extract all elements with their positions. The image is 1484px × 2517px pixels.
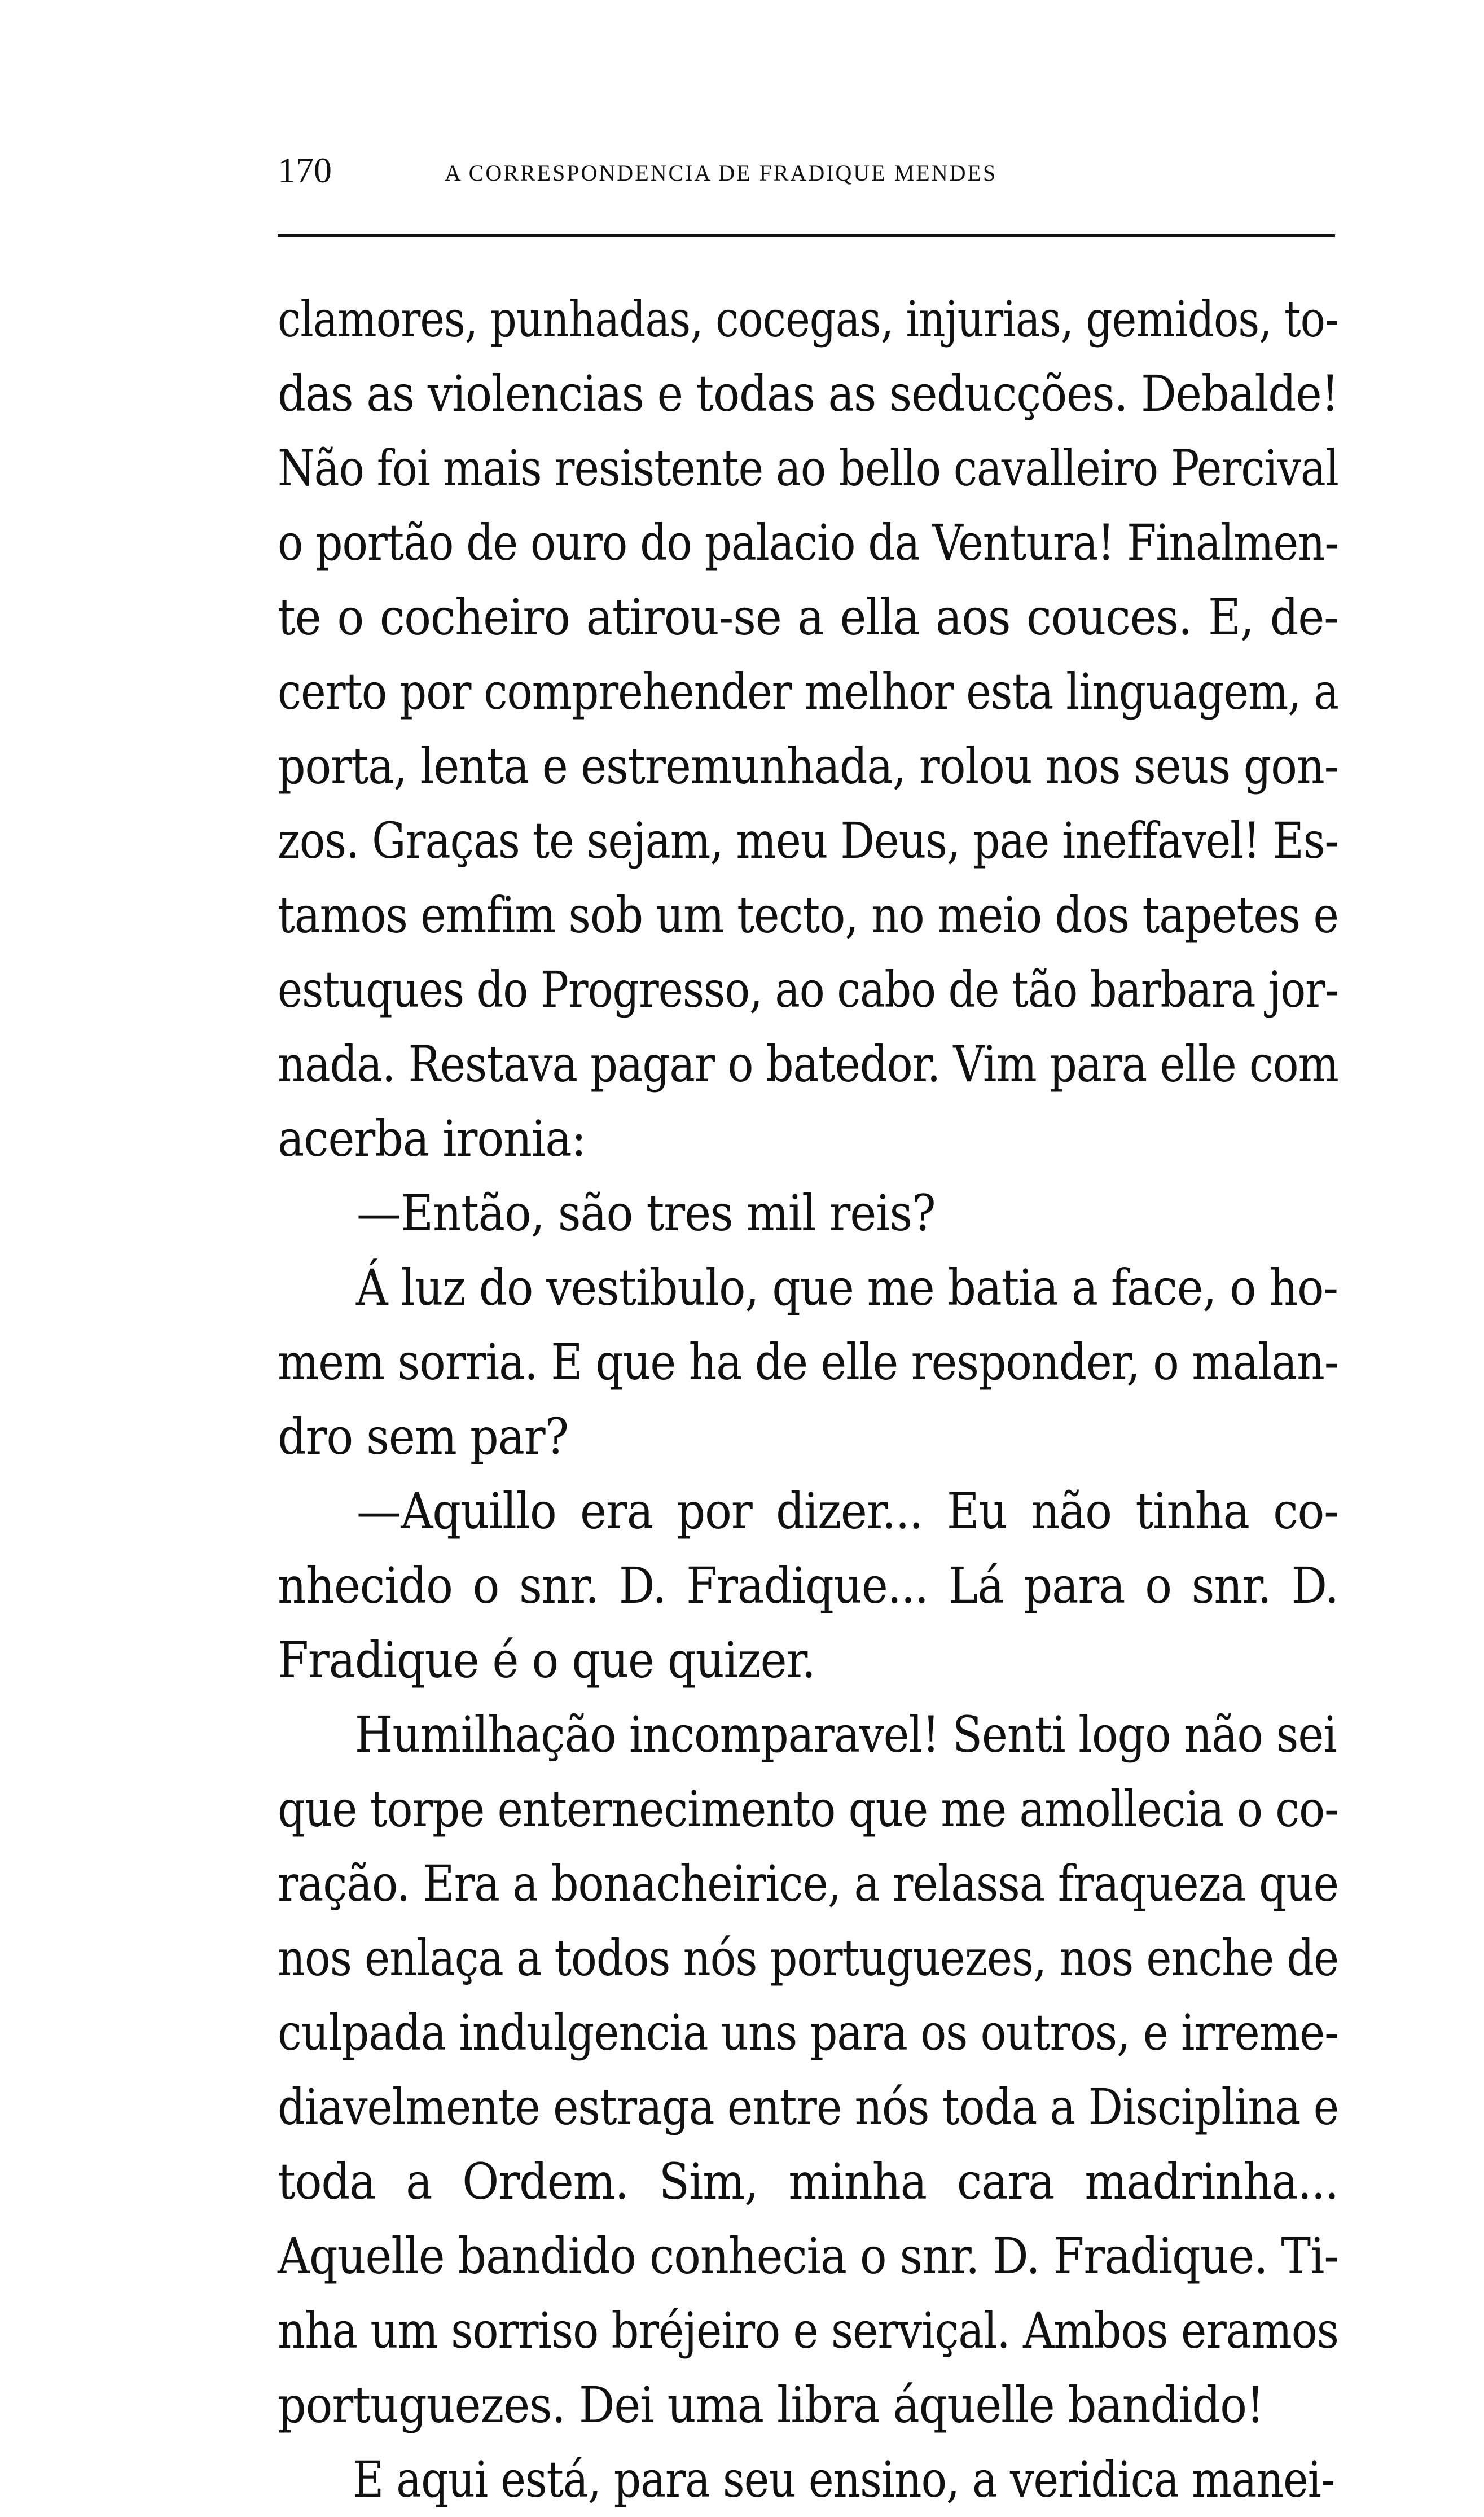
text-line: certo por comprehender melhor esta linguagem, a: [278, 663, 1338, 721]
text-line: E aqui está, para seu ensino, a veridica manei-: [353, 2450, 1335, 2509]
text-line: mem sorria. E que ha de elle responder, o malan-: [278, 1333, 1339, 1391]
text-line: ração. Era a bonacheirice, a relassa fraqueza que: [278, 1854, 1339, 1913]
header-rule: [278, 234, 1335, 237]
text-line: Aquelle bandido conhecia o snr. D. Fradique. Ti-: [278, 2227, 1339, 2285]
text-line: Humilhação incomparavel! Senti logo não sei: [354, 1705, 1337, 1764]
dialogue-line: —Então, são tres mil reis?: [357, 1184, 936, 1242]
text-line: nos enlaça a todos nós portuguezes, nos enche de: [278, 1929, 1339, 1987]
text-line: dro sem par?: [278, 1407, 569, 1466]
text-line: porta, lenta e estremunhada, rolou nos seus gon-: [278, 737, 1338, 795]
text-line: Não foi mais resistente ao bello cavalleiro Percival: [278, 439, 1338, 497]
text-line: nhecido o snr. D. Fradique... Lá para o snr. D.: [278, 1556, 1338, 1615]
text-line: portuguezes. Dei uma libra áquelle bandido!: [278, 2376, 1264, 2434]
text-line: das as violencias e todas as seducções. Debalde!: [278, 365, 1339, 423]
text-line: tamos emfim sob um tecto, no meio dos tapetes e: [278, 886, 1338, 944]
text-line: culpada indulgencia uns para os outros, e irreme-: [278, 2003, 1339, 2062]
text-line: te o cocheiro atirou-se a ella aos couces. E, de-: [278, 588, 1338, 646]
page-number: 170: [278, 150, 332, 190]
page-header: [278, 148, 1350, 193]
text-line: nha um sorriso bréjeiro e serviçal. Ambos eramos: [278, 2301, 1339, 2360]
body-text: [278, 282, 1338, 2517]
text-line: toda a Ordem. Sim, minha cara madrinha...: [278, 2152, 1338, 2211]
text-line: Fradique é o que quizer.: [278, 1631, 815, 1689]
text-line: zos. Graças te sejam, meu Deus, pae ineffavel! Es-: [278, 812, 1339, 870]
text-line: acerba ironia:: [278, 1110, 586, 1168]
text-line: o portão de ouro do palacio da Ventura! Finalmen-: [278, 514, 1339, 572]
text-line: estuques do Progresso, ao cabo de tão barbara jor-: [278, 961, 1338, 1019]
text-line: Á luz do vestibulo, que me batia a face, o ho-: [355, 1258, 1338, 1317]
running-title: A CORRESPONDENCIA DE FRADIQUE MENDES: [445, 160, 998, 186]
dialogue-line: —Aquillo era por dizer... Eu não tinha co-: [357, 1482, 1338, 1540]
text-line: que torpe enternecimento que me amollecia o co-: [278, 1780, 1339, 1838]
text-line: clamores, punhadas, cocegas, injurias, gemidos, to-: [278, 290, 1338, 348]
text-line: diavelmente estraga entre nós toda a Disciplina e: [278, 2078, 1339, 2136]
text-line: nada. Restava pagar o batedor. Vim para elle com: [278, 1035, 1338, 1093]
